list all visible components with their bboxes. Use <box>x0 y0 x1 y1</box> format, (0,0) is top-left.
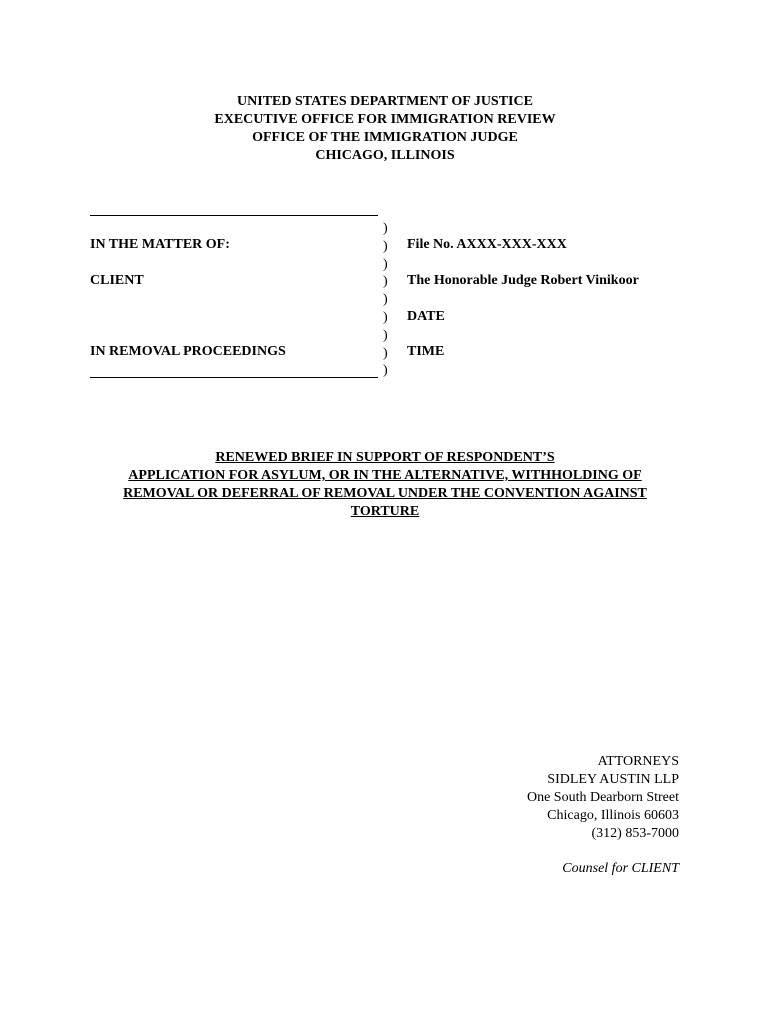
caption-judge: The Honorable Judge Robert Vinikoor <box>407 273 639 288</box>
counsel-firm: SIDLEY AUSTIN LLP <box>547 772 679 787</box>
counsel-city: Chicago, Illinois 60603 <box>547 808 679 823</box>
caption-time: TIME <box>407 344 445 359</box>
header-line-location: CHICAGO, ILLINOIS <box>315 148 455 163</box>
caption-client: CLIENT <box>90 273 144 288</box>
caption-parenthesis: ) <box>383 256 388 272</box>
caption-parenthesis: ) <box>383 327 388 343</box>
title-line: TORTURE <box>350 504 420 519</box>
caption-top-rule <box>90 215 378 216</box>
court-header <box>0 93 770 165</box>
header-line-department: UNITED STATES DEPARTMENT OF JUSTICE <box>237 94 533 109</box>
counsel-street: One South Dearborn Street <box>526 790 679 805</box>
title-line: APPLICATION FOR ASYLUM, OR IN THE ALTERNATIVE, WITHHOLDING OF <box>128 468 642 483</box>
brief-title <box>80 449 690 521</box>
title-line: RENEWED BRIEF IN SUPPORT OF RESPONDENT’S <box>215 450 555 465</box>
caption-matter-label: IN THE MATTER OF: <box>90 237 230 252</box>
caption-file-number: File No. AXXX-XXX-XXX <box>407 237 567 252</box>
caption-parenthesis: ) <box>383 345 388 361</box>
caption-parenthesis: ) <box>383 309 388 325</box>
caption-parenthesis: ) <box>383 238 388 254</box>
caption-proceedings: IN REMOVAL PROCEEDINGS <box>90 344 286 359</box>
header-line-office: EXECUTIVE OFFICE FOR IMMIGRATION REVIEW <box>214 112 556 127</box>
caption-parenthesis: ) <box>383 274 388 290</box>
caption-date: DATE <box>407 309 445 324</box>
caption-parenthesis: ) <box>383 292 388 308</box>
counsel-for: Counsel for CLIENT <box>562 861 679 876</box>
caption-parenthesis: ) <box>383 363 388 379</box>
counsel-block <box>527 753 679 878</box>
caption-bottom-rule <box>90 377 378 378</box>
caption-parenthesis: ) <box>383 221 388 236</box>
counsel-phone: (312) 853-7000 <box>591 826 679 841</box>
header-line-judge-office: OFFICE OF THE IMMIGRATION JUDGE <box>252 130 518 145</box>
title-line: REMOVAL OR DEFERRAL OF REMOVAL UNDER THE CONVENTION AGAINST <box>123 486 647 501</box>
counsel-attorneys: ATTORNEYS <box>597 754 679 769</box>
caption-parenthesis-column <box>383 220 388 380</box>
